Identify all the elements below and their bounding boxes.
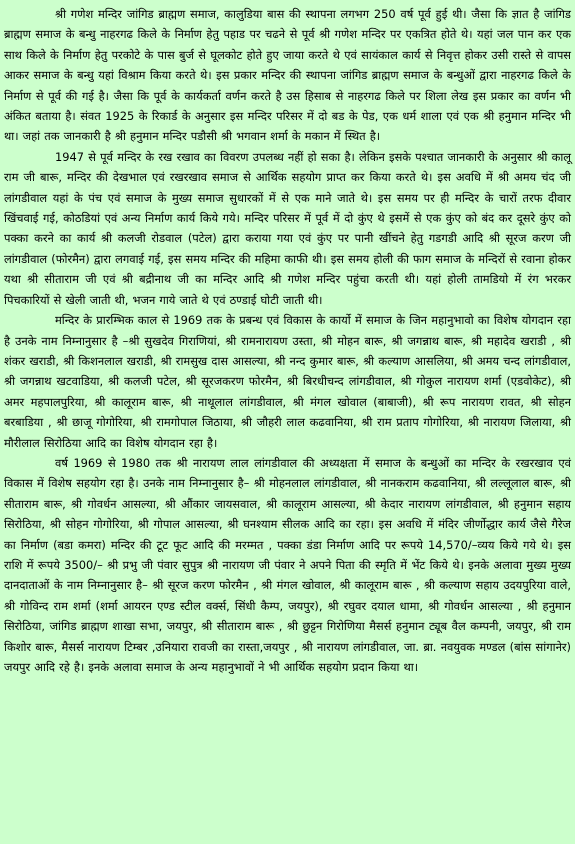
paragraph-contributors-until-1969: मन्दिर के प्रारम्भिक काल से 1969 तक के प्रबन्ध एवं विकास के कार्यो में समाज के जिन महानुभावो का विशेष योगदान रहा है उनके नाम निम्नानुसार है –श्री सुखदेव गिराणियां, श्री रामनारायण उस्ता, श्री मोहन बारू, श्री जगन्नाथ बारू, श्री महादेव खराडी , श्री शंकर खराडी, श्री किशनलाल खराडी, श्री रामसुख दास आसल्या, श्री नन्द कुमार बारू, श्री कल्याण आसलिया, श्री अमय चन्द लांगडीवाल, श्री जगन्नाथ खटवाडिया, श्री कलजी पटेल, श्री सूरजकरण फोरमैन, श्री बिरधीचन्द लांगडीवाल, श्री गोकुल नारायण शर्मा (एडवोकेट), श्री अमर महपालपुरिया, श्री कालूराम बारू, श्री नाथूलाल लांगडीवाल, श्री मंगल खोवाल (बाबाजी), श्री रूप नारायण रावत, श्री सोहन बरबाडिया , श्री छाजू गोगोरिया, श्री रामगोपाल जिठाया, श्री जौहरी लाल कढवानिया, श्री राम प्रताप गोगोरिया, श्री नारायण जिलाया, श्री मौरीलाल सिरोठिया आदि का विशेष योगदान रहा है। <box>4 313 571 450</box>
paragraph-contributors-1969-1980: वर्ष 1969 से 1980 तक श्री नारायण लाल लांगडीवाल की अध्यक्षता में समाज के बन्धुओं का मन्दिर के रखरखाव एवं विकास में विशेष सहयोग रहा है। उनके नाम निम्नानुसार है– श्री मोहनलाल लांगडीवाल, श्री नानकराम कढवानिया, श्री लल्लूलाल बारू, श्री सीताराम बारू, श्री गोवर्धन आसल्या, श्री औंकार जायसवाल, श्री कालूराम आसल्या, श्री केदार नारायण लांगडीवाल, श्री हनुमान सहाय सिरोठिया, श्री सोहन गोगोरिया, श्री गोपाल आसल्या, श्री घनश्याम सीलक आदि का रहा। इस अवधि में मंदिर जीर्णोद्धार कार्य जैसे गैरेज का निर्माण (बडा कमरा) मन्दिर की टूट फूट आदि की मरम्मत , पक्का डंडा निर्माण आदि पर रूपये 14,570/–व्यय किये गये थे। इस राशि में रूपये 3500/– श्री प्रभु जी पंवार सुपुत्र श्री नारायण जी पंवार ने अपने पिता की स्मृति में भेंट किये थे। इनके अलावा मुख्य मुख्य दानदाताओं के नाम निम्नानुसार है– श्री सूरज करण फोरमैन , श्री मंगल खोवाल, श्री कालूराम बारू , श्री कल्याण सहाय उदयपुरिया वाले, श्री गोविन्द राम शर्मा (शर्मा आयरन एण्ड स्टील वर्क्स, सिंधी कैम्प, जयपुर), श्री रघुवर दयाल धामा, श्री गोवर्धन आसल्या , श्री हनुमान सिरोठिया, जांगिड ब्राह्मण शाखा सभा, जयपुर, श्री सीताराम बारू , श्री छुट्टन गिरोणिया मैसर्स हनुमान ट्यूब वैल कम्पनी, जयपुर, श्री राम किशोर बारू, मैसर्स नारायण टिम्बर ,उनियारा रावजी का रास्ता,जयपुर , श्री नारायण लांगडीवाल, जा. ब्रा. नवयुवक मण्डल (बांस सांगानेर) जयपुर आदि रहे है। इनके अलावा समाज के अन्य महानुभावों ने भी आर्थिक सहयोग प्रदान किया था। <box>4 455 571 674</box>
paragraph-founding-history: श्री गणेश मन्दिर जांगिड ब्राह्मण समाज, कालुडिया बास की स्थापना लगभग 250 वर्ष पूर्व हुई थी। जैसा कि ज्ञात है जांगिड ब्राह्मण समाज के बन्धु नाहरगढ किले के निर्माण हेतु पहाड पर चढने से पूर्व श्री गणेश मन्दिर पर एकत्रित होते थे। यहां जल पान कर एक साथ किले के निर्माण हेतु परकोटे के पास बुर्ज से घूलकोट होते हुए जाया करते थे एवं सायंकाल कार्य से निवृत्त होकर उसी रास्ते से वापस आकर समाज के बन्धु यहां विश्राम किया करते थे। इस प्रकार मन्दिर की स्थापना जांगिड ब्राह्मण समाज के बन्धुओं द्वारा नाहरगढ किले के निर्माण से पूर्व की गई है। जैसा कि पूर्व के कार्यकर्ता वर्णन करते है उस हिसाब से नाहरगढ किले पर शिला लेख इस प्रकार का वर्णन भी अंकित बताया है। संवत 1925 के रिकार्ड के अनुसार इस मन्दिर परिसर में दो बड के पेड, एक धर्म शाला एवं एक श्री हनुमान मन्दिर भी था। जहां तक जानकारी है श्री हनुमान मन्दिर पडौसी श्री भगवान शर्मा के मकान में स्थित है। <box>4 7 571 144</box>
paragraph-maintenance-after-1947: 1947 से पूर्व मन्दिर के रख रखाव का विवरण उपलब्ध नहीं हो सका है। लेकिन इसके पश्चात जानकारी के अनुसार श्री कालू राम जी बारू, मन्दिर की देखभाल एवं रखरखाव समाज से आर्थिक सहयोग प्राप्त कर किया करते थे। इस अवधि में श्री अमय चंद जी लांगडीवाल यहां के पंच एवं समाज के मुख्य समाज सुधारकों में से एक माने जाते थे। इस समय पर ही मन्दिर के चारों तरफ दीवार खिंचवाई गई, कोठडियां एवं अन्य निर्माण कार्य किये गये। मन्दिर परिसर में पूर्व में दो कुंए थे इसमें से एक कुंए को बंद कर दूसरे कुंए को पक्का करने का कार्य श्री कलजी रोडवाल (पटेल) द्वारा कराया गया एवं कुंए पर पानी खींचने हेतु गडगडी आदि श्री सूरज करण जी लांगडीवाल (फोरमैन) द्वारा लगवाई गई, इस समय मन्दिर की महिमा काफी थी। इस समय होली की फाग समाज के मन्दिरों से रवाना होकर यथा श्री सीताराम जी एवं श्री बद्रीनाथ जी का मन्दिर आदि श्री गणेश मन्दिर पहुंचा करती थी। यहां होली तामडियो में रंग भरकर पिचकारियों से खेली जाती थी, भजन गाये जाते थे एवं ठण्डाई घोटी जाती थी। <box>4 149 571 307</box>
